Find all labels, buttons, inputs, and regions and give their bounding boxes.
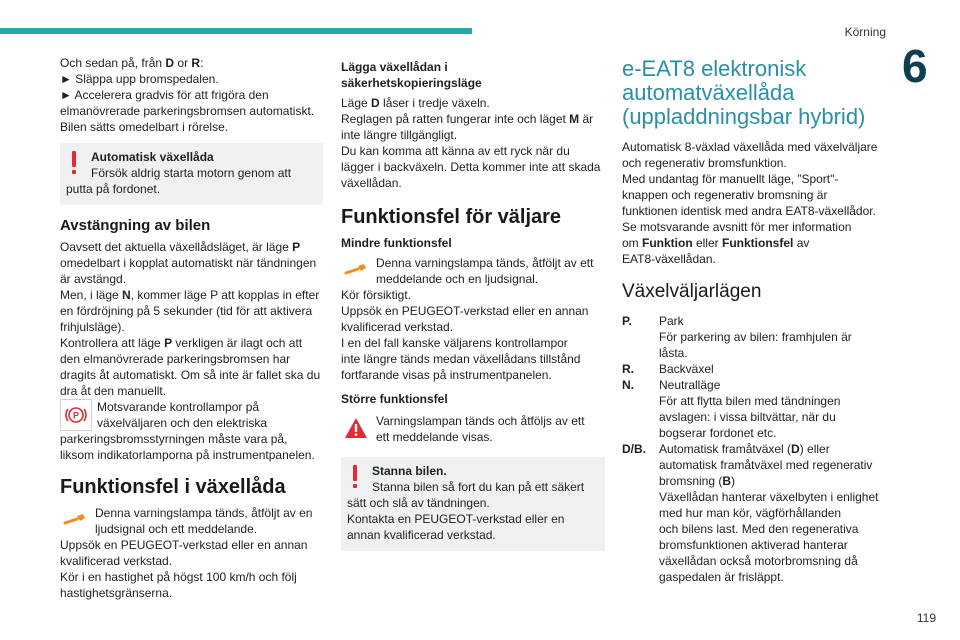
mode-description: [659, 361, 886, 377]
title-line: (uppladdningsbar hybrid): [622, 104, 866, 129]
minor-fault-text: [376, 255, 605, 287]
text-line: EAT8-växellådan.: [622, 252, 716, 266]
text-line: kvalificerad verkstad.: [60, 554, 173, 568]
intro-block: [60, 55, 323, 135]
text-line: fortfarande visas på instrumentpanelen.: [341, 368, 552, 382]
warning-line: sätt och slå av tändningen.: [347, 496, 490, 510]
safety-mode-text: [341, 95, 605, 191]
text: :: [200, 56, 204, 70]
text-line: [659, 473, 886, 489]
mode-key: P.: [622, 314, 632, 328]
text: om: [622, 236, 643, 250]
warning-line: putta på fordonet.: [66, 182, 161, 196]
text-line: Uppsök en PEUGEOT-verkstad eller en annan: [60, 538, 308, 552]
gearbox-fault-text: [95, 505, 323, 537]
text: ) eller: [799, 442, 830, 456]
intro-line-2: ► Släppa upp bromspedalen.: [60, 72, 219, 86]
text-line: bogserar fordonet etc.: [659, 426, 777, 440]
text: Reglagen på ratten fungerar inte och läget: [341, 112, 570, 126]
warning-line: annan kvalificerad verkstad.: [347, 528, 496, 542]
text-line: en fördröjning på 5 sekunder (tid för att aktivera: [60, 304, 313, 318]
text: bromsning (: [659, 474, 723, 488]
text-line: [659, 441, 886, 457]
column-1: [60, 55, 323, 601]
mode-n: [622, 377, 886, 441]
parking-lamp-text: [97, 399, 323, 431]
text-line: [60, 287, 323, 303]
gearbox-fault-after: [60, 537, 323, 601]
text: , kommer läge P att kopplas in efter: [130, 288, 320, 302]
minor-fault-heading: Mindre funktionsfel: [341, 236, 452, 250]
text: or: [174, 56, 192, 70]
bold-text: Funktionsfel: [722, 236, 794, 250]
text-line: parkeringsbromsstyrningen måste vara på,: [60, 432, 288, 446]
shutdown-heading: Avstängning av bilen: [60, 217, 211, 234]
text: låser i tredje växeln.: [379, 96, 490, 110]
column-3: [622, 55, 886, 585]
warning-title: Automatisk växellåda: [91, 150, 214, 164]
automatic-gearbox-warning: [60, 143, 323, 205]
text-line: kvalificerad verkstad.: [341, 320, 454, 334]
text-line: Du kan komma att känna av ett ryck när du: [341, 144, 570, 158]
text-line: Med undantag för manuellt läge, ”Sport"-: [622, 172, 839, 186]
mode-key: N.: [622, 378, 634, 392]
text-line: omedelbart i kopplat automatiskt när tändningen: [60, 256, 317, 270]
text-line: ljudsignal och ett meddelande.: [95, 522, 258, 536]
text-line: låsta.: [659, 346, 688, 360]
text-line: den elmanövrerade parkeringsbromsen har: [60, 352, 291, 366]
bold-text: M: [569, 112, 580, 126]
text-line: dra åt den manuellt.: [60, 384, 167, 398]
mode-key: D/B.: [622, 442, 646, 456]
safety-mode-heading: [341, 59, 605, 91]
wrench-orange-icon-svg: [344, 263, 368, 277]
bold-text: R: [191, 56, 201, 70]
wrench-orange-icon: [341, 255, 371, 285]
intro-line-1: [60, 55, 323, 71]
major-fault-text: [376, 413, 605, 445]
column-2: [341, 55, 605, 561]
text: är: [579, 112, 594, 126]
text-line: [341, 95, 605, 111]
selector-modes-heading: Växelväljarlägen: [622, 281, 762, 302]
shutdown-text: [60, 239, 323, 399]
text-line: I en del fall kanske väljarens kontrollampor: [341, 336, 568, 350]
text-line: automatisk framåtväxel med regenerativ: [659, 458, 873, 472]
text-line: är avstängd.: [60, 272, 127, 286]
mode-r: [622, 361, 886, 377]
page-number: 119: [916, 611, 936, 625]
text-line: knappen och regenerativ bromsning är: [622, 188, 828, 202]
text-line: avslagen: i vissa biltvättar, när du: [659, 410, 836, 424]
bold-text: D: [791, 442, 800, 456]
intro-line-3: ► Accelerera gradvis för att frigöra den: [60, 88, 269, 102]
text-line: växellådan också motorbromsning då: [659, 554, 858, 568]
title-line: e-EAT8 elektronisk: [622, 56, 807, 81]
text-line: Backväxel: [659, 362, 714, 376]
bold-text: P: [164, 336, 173, 350]
text: av: [793, 236, 810, 250]
selector-fault-heading: Funktionsfel för väljare: [341, 206, 562, 228]
chapter-number: 6: [902, 40, 928, 92]
bold-text: P: [292, 240, 301, 254]
bold-text: N: [122, 288, 131, 302]
intro-line-5: Bilen sätts omedelbart i rörelse.: [60, 120, 229, 134]
warning-title: Stanna bilen.: [372, 464, 447, 478]
text-line: Varningslampan tänds och åtföljs av ett: [376, 414, 585, 428]
text-line: Växellådan hanterar växelbyten i enlighet: [659, 490, 879, 504]
parking-brake-red-icon: [60, 399, 92, 431]
title-line: automatväxellåda: [622, 80, 795, 105]
text-line: dragits åt automatiskt. Om så inte är fallet ska du: [60, 368, 321, 382]
text-line: För parkering av bilen: framhjulen är: [659, 330, 852, 344]
text-line: För att flytta bilen med tändningen: [659, 394, 841, 408]
text-line: med hur man kör, vägförhållanden: [659, 506, 842, 520]
text-line: frihjulsläge).: [60, 320, 125, 334]
intro-line-4: elmanövrerade parkeringsbromsen automatiskt.: [60, 104, 315, 118]
text-line: Automatisk 8-växlad växellåda med växelväljare: [622, 140, 878, 154]
text-line: Motsvarande kontrollampor på: [97, 400, 260, 414]
warning-line: Stanna bilen så fort du kan på ett säkert: [372, 480, 585, 494]
text-line: och bilens last. Med den regenerativa: [659, 522, 859, 536]
text: verkligen är ilagt och att: [172, 336, 303, 350]
text: Och sedan på, från: [60, 56, 166, 70]
mode-description: [659, 441, 886, 585]
svg-text:P: P: [72, 410, 80, 421]
bold-text: B: [722, 474, 732, 488]
warning-triangle-red-icon: [341, 413, 371, 443]
text-line: växellådan.: [341, 176, 402, 190]
mode-key: R.: [622, 362, 634, 376]
section-title: Körning: [844, 25, 886, 39]
text-line: hastighetsgränserna.: [60, 586, 173, 600]
text-line: Denna varningslampa tänds, åtföljt av en: [95, 506, 313, 520]
bold-text: D: [371, 96, 380, 110]
exclamation-icon: [72, 151, 76, 175]
heading-line: Lägga växellådan i: [341, 60, 448, 74]
parking-after-text: [60, 431, 323, 463]
text-line: Neutralläge: [659, 378, 721, 392]
text: ): [731, 474, 736, 488]
warning-triangle-red-icon-svg: [343, 416, 369, 440]
e-eat8-title: [622, 57, 886, 129]
text-line: Kör i en hastighet på högst 100 km/h och följ: [60, 570, 297, 584]
bold-text: D: [165, 56, 175, 70]
major-fault-row: [341, 413, 605, 445]
parking-brake-red-icon-svg: [64, 403, 88, 427]
text: Läge: [341, 96, 372, 110]
text-line: lägger i backväxeln. Detta kommer inte att skada: [341, 160, 601, 174]
bold-text: Funktion: [642, 236, 693, 250]
text-line: Denna varningslampa tänds, åtföljt av ett: [376, 256, 594, 270]
major-fault-heading: Större funktionsfel: [341, 392, 448, 406]
text-line: Kör försiktigt.: [341, 288, 412, 302]
text-line: och regenerativ bromsfunktion.: [622, 156, 787, 170]
text-line: gaspedalen är frisläppt.: [659, 570, 784, 584]
stop-car-warning: [341, 457, 605, 551]
text: Automatisk framåtväxel (: [659, 442, 792, 456]
wrench-orange-icon-svg: [63, 513, 87, 527]
text-line: Se motsvarande avsnitt för mer information: [622, 220, 852, 234]
text-line: växelväljaren och den elektriska: [97, 416, 268, 430]
text-line: inte längre tillgängligt.: [341, 128, 458, 142]
mode-description: [659, 313, 886, 361]
text: eller: [692, 236, 723, 250]
text: Kontrollera att läge: [60, 336, 165, 350]
parking-lamp-row: [60, 399, 323, 431]
mode-db: [622, 441, 886, 585]
text-line: liksom indikatorlamporna på instrumentpanelen.: [60, 448, 315, 462]
gearbox-fault-row: [60, 505, 323, 537]
text-line: bromsfunktionen aktiverad hanterar: [659, 538, 848, 552]
text-line: funktionen identisk med andra EAT8-växellådor.: [622, 204, 876, 218]
e-eat8-intro: [622, 139, 886, 267]
text-line: [341, 111, 605, 127]
text-line: [60, 239, 323, 255]
text: Oavsett det aktuella växellådsläget, är läge: [60, 240, 293, 254]
minor-fault-after: [341, 287, 605, 383]
text-line: [60, 335, 323, 351]
exclamation-icon: [353, 465, 357, 489]
mode-p: [622, 313, 886, 361]
text-line: inte längre tänds medan växellådans tillstånd: [341, 352, 581, 366]
mode-description: [659, 377, 886, 441]
gearbox-fault-heading: Funktionsfel i växellåda: [60, 476, 286, 498]
header-accent-bar: [0, 28, 472, 34]
minor-fault-row: [341, 255, 605, 287]
wrench-orange-icon: [60, 505, 90, 535]
text-line: ett meddelande visas.: [376, 430, 493, 444]
warning-line: Försök aldrig starta motorn genom att: [91, 166, 292, 180]
text-line: [622, 235, 886, 251]
warning-line: Kontakta en PEUGEOT-verkstad eller en: [347, 512, 565, 526]
heading-line: säkerhetskopieringsläge: [341, 76, 482, 90]
text-line: Uppsök en PEUGEOT-verkstad eller en annan: [341, 304, 589, 318]
text-line: meddelande och en ljudsignal.: [376, 272, 539, 286]
text: Men, i läge: [60, 288, 123, 302]
text-line: Park: [659, 314, 684, 328]
